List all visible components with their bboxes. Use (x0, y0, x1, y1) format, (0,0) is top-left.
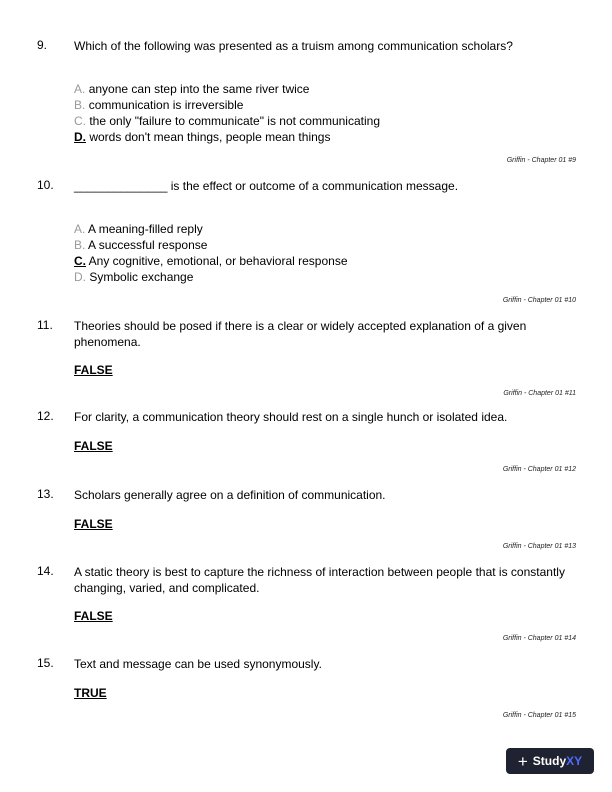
answer-value: FALSE (74, 439, 113, 453)
answer-value: TRUE (74, 686, 107, 700)
option-text: anyone can step into the same river twice (88, 82, 310, 96)
question-text-line: phenomena. (74, 335, 141, 349)
question-reference: Griffin - Chapter 01 #10 (502, 297, 576, 304)
option-text: the only "failure to communicate" is not communicating (89, 114, 380, 128)
option-letter: B. (74, 98, 86, 112)
question-text: Which of the following was presented as a truism among communication scholars? (74, 39, 513, 53)
option-text: Symbolic exchange (89, 270, 194, 284)
option-b (74, 237, 207, 253)
option-text: Any cognitive, emotional, or behavioral response (88, 254, 348, 268)
question-number: 10. (37, 178, 54, 192)
option-c-correct (74, 253, 348, 269)
answer-value: FALSE (74, 363, 113, 377)
plus-icon: + (517, 751, 528, 771)
question-text-line: A static theory is best to capture the richness of interaction between people that is constantly (74, 565, 565, 579)
answer-value: FALSE (74, 517, 113, 531)
question-reference: Griffin - Chapter 01 #15 (502, 712, 576, 719)
option-letter: C. (74, 254, 86, 268)
question-number: 15. (37, 656, 54, 670)
option-letter: A. (74, 222, 86, 236)
question-text: Text and message can be used synonymously. (74, 657, 322, 671)
question-number: 9. (37, 38, 48, 52)
option-letter: B. (74, 238, 86, 252)
option-a (74, 81, 309, 97)
option-a (74, 221, 203, 237)
question-text: Scholars generally agree on a definition of communication. (74, 488, 386, 502)
option-d-correct (74, 129, 330, 145)
logo-text-accent: XY (566, 754, 583, 768)
option-d (74, 269, 193, 285)
option-text: communication is irreversible (88, 98, 244, 112)
answer-value: FALSE (74, 609, 113, 623)
question-text-line: Theories should be posed if there is a clear or widely accepted explanation of a given (74, 319, 527, 333)
option-letter: D. (74, 270, 86, 284)
question-reference: Griffin - Chapter 01 #13 (502, 543, 576, 550)
question-number: 14. (37, 564, 54, 578)
option-text: words don't mean things, people mean things (89, 130, 331, 144)
option-letter: C. (74, 114, 86, 128)
question-number: 12. (37, 409, 54, 423)
option-b (74, 97, 243, 113)
question-text (74, 318, 574, 350)
question-reference: Griffin - Chapter 01 #9 (506, 157, 576, 164)
question-reference: Griffin - Chapter 01 #12 (502, 466, 576, 473)
question-text: ______________ is the effect or outcome of a communication message. (74, 179, 459, 193)
logo-text: Study (532, 754, 567, 768)
question-text (74, 564, 574, 596)
question-number: 11. (37, 318, 53, 332)
question-reference: Griffin - Chapter 01 #14 (502, 635, 576, 642)
question-number: 13. (37, 487, 54, 501)
question-text-line: changing, varied, and complicated. (74, 581, 260, 595)
option-text: A successful response (88, 238, 208, 252)
option-text: A meaning-filled reply (88, 222, 203, 236)
question-reference: Griffin - Chapter 01 #11 (503, 390, 576, 397)
question-text: For clarity, a communication theory should rest on a single hunch or isolated idea. (74, 410, 508, 424)
option-c (74, 113, 380, 129)
option-letter: A. (74, 82, 86, 96)
option-letter: D. (74, 130, 86, 144)
studyxy-logo[interactable] (506, 748, 594, 774)
